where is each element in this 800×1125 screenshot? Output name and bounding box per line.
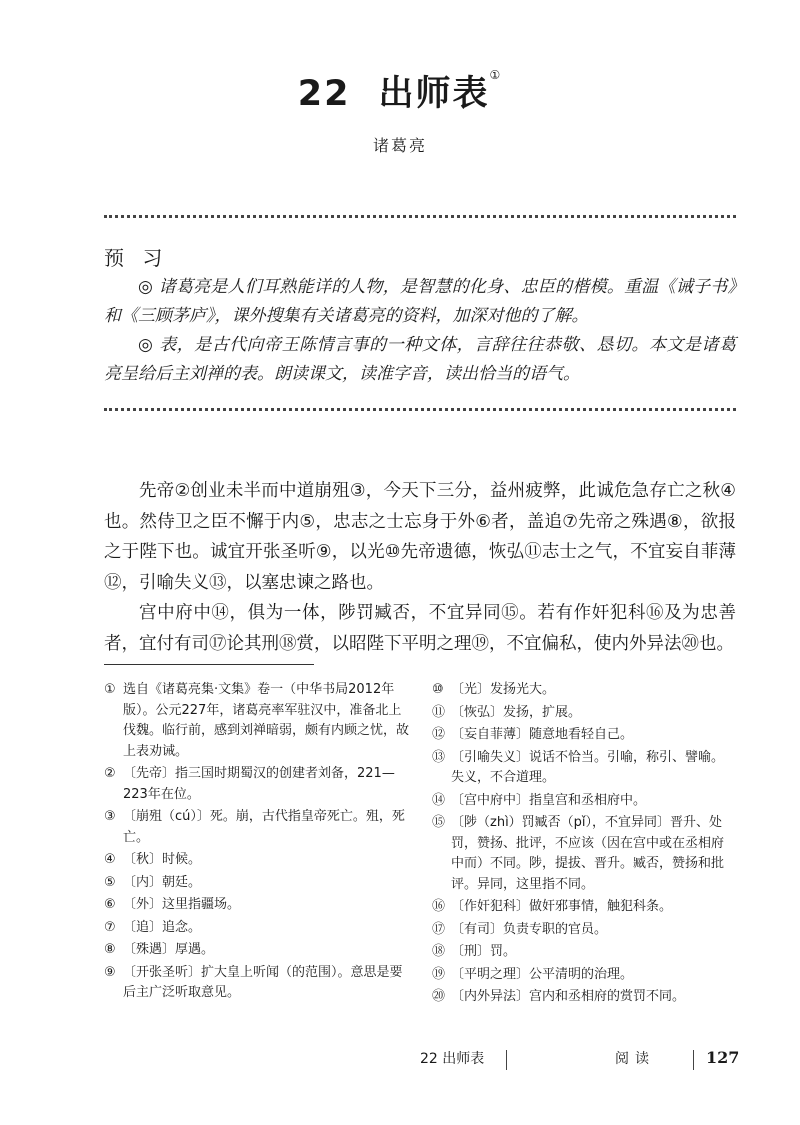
footnote-18: ⑱ 〔刑〕罚。 bbox=[432, 944, 517, 959]
preview-paragraph-2: ◎ 表，是古代向帝王陈情言事的一种文体，言辞往往恭敬、恳切。本文是诸葛亮呈给后主刘禅的表。朗读课文，读准字音，读出恰当的语气。 bbox=[104, 335, 736, 384]
footnote-10: ⑩ 〔光〕发扬光大。 bbox=[432, 682, 556, 697]
footnote-17: ⑰ 〔有司〕负责专职的官员。 bbox=[432, 921, 608, 937]
footer-separator-2 bbox=[693, 1050, 694, 1070]
footnote-6: ⑥ 〔外〕这里指疆场。 bbox=[104, 897, 241, 912]
footnotes-right bbox=[432, 680, 736, 1010]
footer-separator-1 bbox=[506, 1050, 507, 1070]
lesson-title-text: 出师表 bbox=[378, 74, 490, 114]
author: 诸葛亮 bbox=[372, 136, 427, 155]
preview-heading: 预 习 bbox=[104, 246, 169, 270]
footnote-8: ⑧ 〔殊遇〕厚遇。 bbox=[104, 942, 215, 957]
footnote-rule bbox=[104, 664, 314, 665]
footnote-9: ⑨ 〔开张圣听〕扩大皇上听闻（的范围）。意思是要后主广泛听取意见。 bbox=[104, 964, 403, 1000]
lesson-title bbox=[0, 66, 800, 116]
footnote-7: ⑦ 〔追〕追念。 bbox=[104, 919, 202, 935]
text-paragraph-1: 先帝②创业未半而中道崩殂③，今天下三分，益州疲弊，此诚危急存亡之秋④也。然侍卫之臣不懈于内⑤，忠志之士忘身于外⑥者，盖追⑦先帝之殊遇⑧，欲报之于陛下也。诚宜开张圣听⑨，以光⑩先帝遗德，恢弘⑪志士之气，不宜妄自菲薄⑫，引喻失义⑬，以塞忠谏之路也。 bbox=[104, 481, 736, 593]
footnote-12: ⑫ 〔妄自菲薄〕随意地看轻自己。 bbox=[432, 727, 634, 742]
footnote-20: ⑳ 〔内外异法〕宫内和丞相府的赏罚不同。 bbox=[432, 989, 686, 1004]
footnote-5: ⑤ 〔内〕朝廷。 bbox=[104, 874, 202, 890]
title-footnote-mark: ① bbox=[489, 68, 503, 82]
footnote-1: ① 选自《诸葛亮集·文集》卷一（中华书局2012年版）。公元227年，诸葛亮率军驻汉中，准备北上伐魏。临行前，感到刘禅暗弱，颇有内顾之忧，故上表劝诫。 bbox=[104, 682, 410, 759]
divider-top bbox=[104, 215, 736, 218]
footnote-14: ⑭ 〔宫中府中〕指皇宫和丞相府中。 bbox=[432, 792, 647, 808]
text-paragraph-2: 宫中府中⑭，俱为一体，陟罚臧否，不宜异同⑮。若有作奸犯科⑯及为忠善者，宜付有司⑰论其刑⑱赏，以昭陛下平明之理⑲，不宜偏私，使内外异法⑳也。 bbox=[104, 603, 736, 654]
footnote-13: ⑬ 〔引喻失义〕说话不恰当。引喻，称引、譬喻。失义，不合道理。 bbox=[432, 749, 725, 785]
footer-section: 阅读 bbox=[615, 1051, 655, 1067]
preview-paragraph-1: ◎ 诸葛亮是人们耳熟能详的人物，是智慧的化身、忠臣的楷模。重温《诫子书》和《三顾茅庐》，课外搜集有关诸葛亮的资料，加深对他的了解。 bbox=[104, 277, 736, 326]
page-number: 127 bbox=[706, 1048, 740, 1067]
lesson-number: 22 bbox=[297, 74, 351, 114]
footnotes-left bbox=[104, 680, 410, 1006]
footnote-15: ⑮ 〔陟（zhì）罚臧否（pǐ），不宜异同〕晋升、处罚，赞扬、批评，不应该（因在宫中或在丞相府中而）不同。陟，提拔、晋升。臧否，赞扬和批评。异同，这里指不同。 bbox=[432, 815, 725, 892]
footnote-11: ⑪ 〔恢弘〕发扬，扩展。 bbox=[432, 704, 582, 720]
footnote-16: ⑯ 〔作奸犯科〕做奸邪事情，触犯科条。 bbox=[432, 899, 673, 914]
footnote-2: ② 〔先帝〕指三国时期蜀汉的创建者刘备，221—223年在位。 bbox=[104, 766, 395, 802]
footnote-3: ③ 〔崩殂（cú）〕死。崩，古代指皇帝死亡。殂，死亡。 bbox=[104, 809, 405, 845]
footnote-19: ⑲ 〔平明之理〕公平清明的治理。 bbox=[432, 966, 634, 982]
footer-lesson-title: 22 出师表 bbox=[420, 1051, 485, 1067]
footnote-4: ④ 〔秋〕时候。 bbox=[104, 852, 202, 867]
divider-bottom bbox=[104, 408, 736, 411]
